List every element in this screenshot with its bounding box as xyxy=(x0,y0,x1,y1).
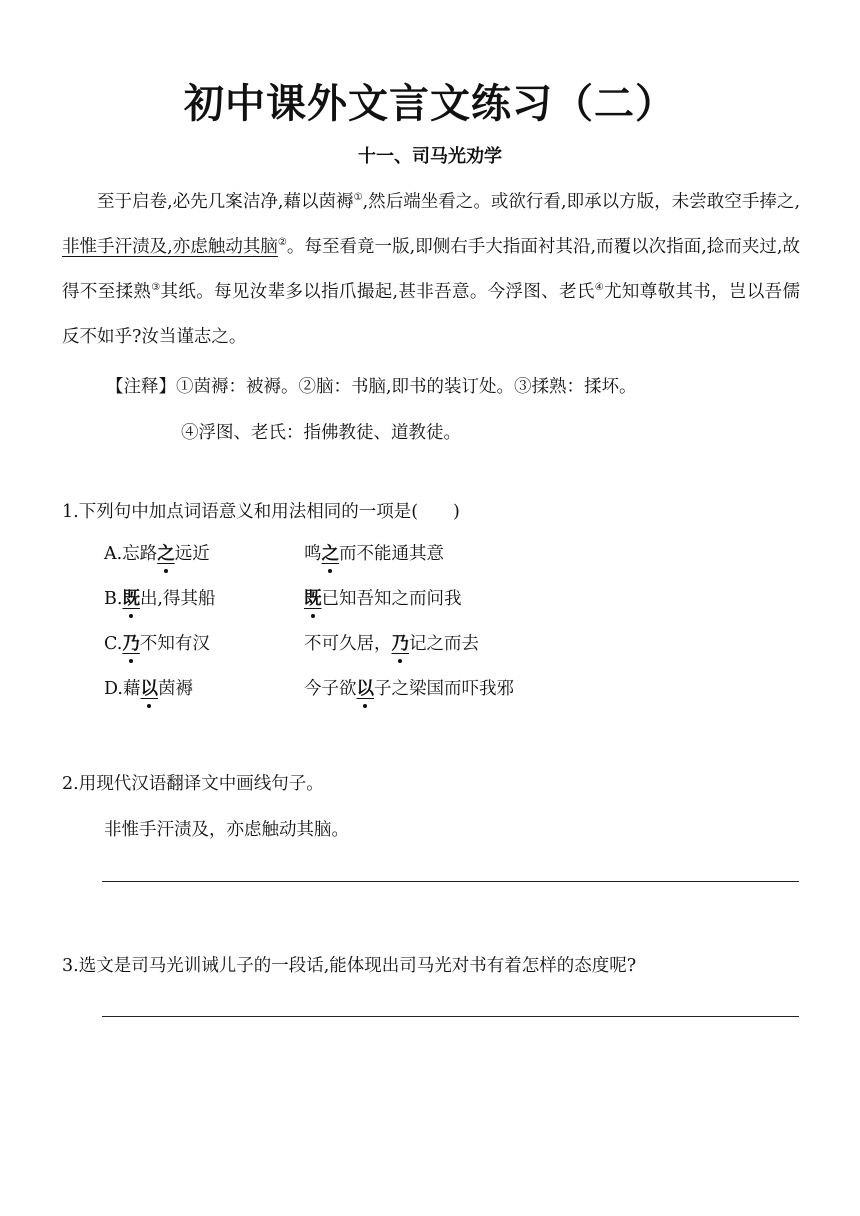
annotation-line: 【注释】①茵褥：被褥。②脑：书脑,即书的装订处。③揉熟：揉坏。 xyxy=(106,377,637,397)
section-title: 十一、司马光劝学 xyxy=(358,146,502,167)
passage-text: 尤知尊敬其书，岂以吾儒反不如乎?汝当谨志之。 xyxy=(62,282,801,347)
passage-text: 其纸。每见汝辈多以指爪撮起,甚非吾意。今浮图、老氏 xyxy=(160,282,595,302)
underlined-sentence: 非惟手汗渍及,亦虑触动其脑 xyxy=(62,237,278,257)
option-text: 忘路 xyxy=(122,544,158,564)
option-label: B. xyxy=(104,589,123,609)
annotation-line: ④浮图、老氏：指佛教徒、道教徒。 xyxy=(181,423,461,443)
option-text: 不知有汉 xyxy=(139,634,210,654)
option-text: 今子欲 xyxy=(304,679,357,699)
option-text: 而不能通其意 xyxy=(339,544,444,564)
footnote-marker: ② xyxy=(277,237,287,249)
dotted-word: 乃 xyxy=(391,634,409,654)
question-1-stem: 1.下列句中加点词语意义和用法相同的一项是( ) xyxy=(62,502,460,522)
option-text: 不可久居， xyxy=(304,634,392,654)
dotted-word: 既 xyxy=(304,589,322,609)
option-text: 藉 xyxy=(122,679,141,699)
footnote-marker: ④ xyxy=(594,282,605,294)
option-text: 远近 xyxy=(174,544,210,564)
dotted-word: 之 xyxy=(321,544,339,564)
option-text: 子之梁国而吓我邪 xyxy=(374,679,514,699)
option-b[interactable] xyxy=(104,585,514,630)
option-a[interactable] xyxy=(104,540,514,585)
option-text: 茵褥 xyxy=(157,679,193,699)
dotted-word: 乃 xyxy=(122,634,140,654)
option-label: A. xyxy=(104,544,123,564)
passage-text: 至于启卷,必先几案洁净,藉以茵褥 xyxy=(97,192,354,212)
option-c[interactable] xyxy=(104,630,514,675)
passage-text: ,然后端坐看之。或欲行看,即承以方版，未尝敢空手捧之, xyxy=(362,192,801,212)
option-text: 记之而去 xyxy=(409,634,479,654)
option-text: 鸣 xyxy=(304,544,322,564)
dotted-word: 既 xyxy=(122,589,140,609)
dotted-word: 之 xyxy=(157,544,175,564)
question-2-stem: 2.用现代汉语翻译文中画线句子。 xyxy=(62,774,324,794)
question-2-sentence: 非惟手汗渍及，亦虑触动其脑。 xyxy=(104,820,349,840)
option-text: 出,得其船 xyxy=(139,589,216,609)
annotations xyxy=(106,364,637,456)
dotted-word: 以 xyxy=(356,679,374,699)
footnote-marker: ① xyxy=(353,192,363,204)
dotted-word: 以 xyxy=(140,679,158,699)
footnote-marker: ③ xyxy=(151,282,161,294)
classical-passage xyxy=(62,180,800,360)
option-label: C. xyxy=(104,634,123,654)
option-d[interactable] xyxy=(104,675,514,720)
question-1-options xyxy=(104,540,514,720)
question-3-stem: 3.选文是司马光训诫儿子的一段话,能体现出司马光对书有着怎样的态度呢? xyxy=(62,956,637,976)
passage-text: 。每至看竟一版,即侧右手大指面衬其沿,而覆以次指面,捻而夹过,故得不至揉熟 xyxy=(62,237,801,302)
option-text: 已知吾知之而问我 xyxy=(321,589,462,609)
option-label: D. xyxy=(104,679,123,699)
answer-line-q2[interactable] xyxy=(102,881,799,882)
answer-line-q3[interactable] xyxy=(102,1016,799,1017)
page-title: 初中课外文言文练习（二） xyxy=(184,81,676,127)
